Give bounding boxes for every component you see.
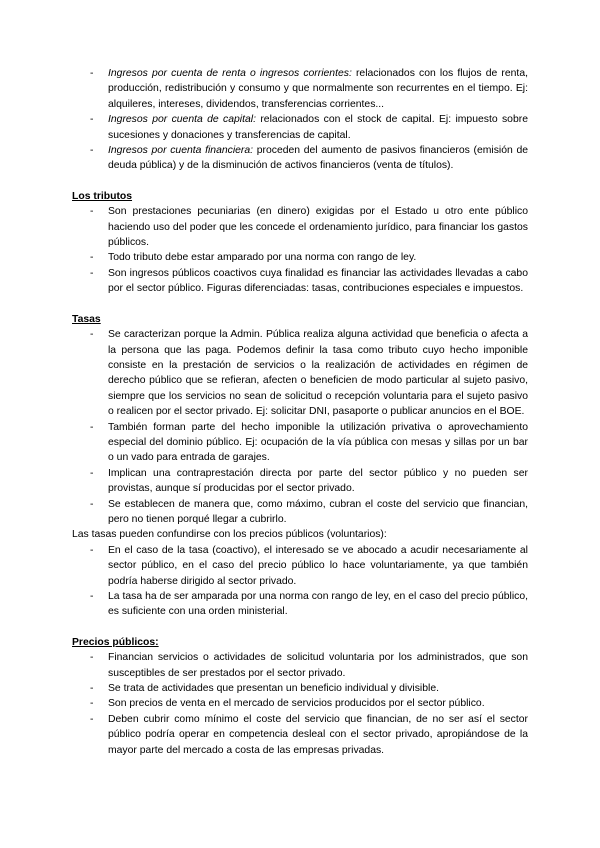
tributos-list: [72, 204, 528, 296]
tasas-intro-paragraph: Las tasas pueden confundirse con los precios públicos (voluntarios):: [72, 529, 387, 541]
list-item: - También forman parte del hecho imponible la utilización privativa o aprovechamiento especial del dominio público. Ej: ocupación de la vía pública con mesas y sillas por un bar o un vado para entrada de garajes.: [72, 420, 528, 466]
list-item: - Se establecen de manera que, como máximo, cubran el coste del servicio que financian, pero no tienen porqué llegar a cubrirlo.: [72, 497, 528, 528]
document-page: [72, 66, 528, 758]
list-item: - Deben cubrir como mínimo el coste del servicio que financian, de no ser así el sector público podría operar en competencia desleal con el sector privado, apropiándose de la mayor parte del mercado a costa de las empresas privadas.: [72, 712, 528, 758]
list-item: - Financian servicios o actividades de solicitud voluntaria por los administrados, que son susceptibles de ser prestados por el sector privado.: [72, 650, 528, 681]
tasas-comparison-list: [72, 543, 528, 620]
list-item: - En el caso de la tasa (coactivo), el interesado se ve abocado a acudir necesariamente al sector público, en el caso del precio público lo hace voluntariamente, ya que también podría haberse dirigido al sector privado.: [72, 543, 528, 589]
precios-list: [72, 650, 528, 758]
list-item: - Todo tributo debe estar amparado por una norma con rango de ley.: [72, 250, 528, 265]
list-item: - Implican una contraprestación directa por parte del sector público y no pueden ser provistas, aunque sí producidas por el sector privado.: [72, 466, 528, 497]
list-item: [72, 143, 528, 174]
item-label: Ingresos por cuenta de capital:: [108, 114, 256, 126]
list-item: [72, 112, 528, 143]
list-item: - Son precios de venta en el mercado de servicios producidos por el sector público.: [72, 696, 528, 711]
section-heading-tributos: Los tributos: [72, 190, 133, 202]
list-item: [72, 66, 528, 112]
income-list: [72, 66, 528, 174]
list-item: - La tasa ha de ser amparada por una norma con rango de ley, en el caso del precio público, es suficiente con una orden ministerial.: [72, 589, 528, 620]
list-item: - Son ingresos públicos coactivos cuya finalidad es financiar las actividades llevadas a cabo por el sector público. Figuras diferenciadas: tasas, contribuciones especiales e impuestos.: [72, 266, 528, 297]
section-heading-tasas: Tasas: [72, 313, 101, 325]
item-label: Ingresos por cuenta financiera:: [108, 145, 254, 157]
item-label: Ingresos por cuenta de renta o ingresos corrientes:: [108, 68, 352, 79]
list-item: - Se caracterizan porque la Admin. Pública realiza alguna actividad que beneficia o afecta a la persona que las paga. Podemos definir la tasa como tributo cuyo hecho imponible consiste en la prestación de servicios o la realización de actividades en régimen de derecho público que se refieran, afecten o beneficien de modo particular al sujeto pasivo, siempre que los servicios no sean de solicitud o recepción voluntaria para el sujeto pasivo o realicen por el sector privado. Ej: solicitar DNI, pasaporte o publicar anuncios en el BOE.: [72, 327, 528, 419]
item-text: relacionados con el stock de capital. Ej: impuesto sobre sucesiones y donaciones y transferencias de capital.: [108, 114, 528, 141]
item-text: relacionados con los flujos de renta, producción, redistribución y consumo y que normalmente son recurrentes en el tiempo. Ej: alquileres, intereses, dividendos, transferencias corrientes...: [108, 68, 528, 110]
tasas-list: [72, 327, 528, 527]
list-item: - Se trata de actividades que presentan un beneficio individual y divisible.: [72, 681, 528, 696]
section-heading-precios: Precios públicos:: [72, 636, 159, 648]
item-text: proceden del aumento de pasivos financieros (emisión de deuda pública) y de la disminución de activos financieros (venta de títulos).: [108, 145, 528, 172]
list-item: - Son prestaciones pecuniarias (en dinero) exigidas por el Estado u otro ente público haciendo uso del poder que les concede el ordenamiento jurídico, para financiar los gastos públicos.: [72, 204, 528, 250]
